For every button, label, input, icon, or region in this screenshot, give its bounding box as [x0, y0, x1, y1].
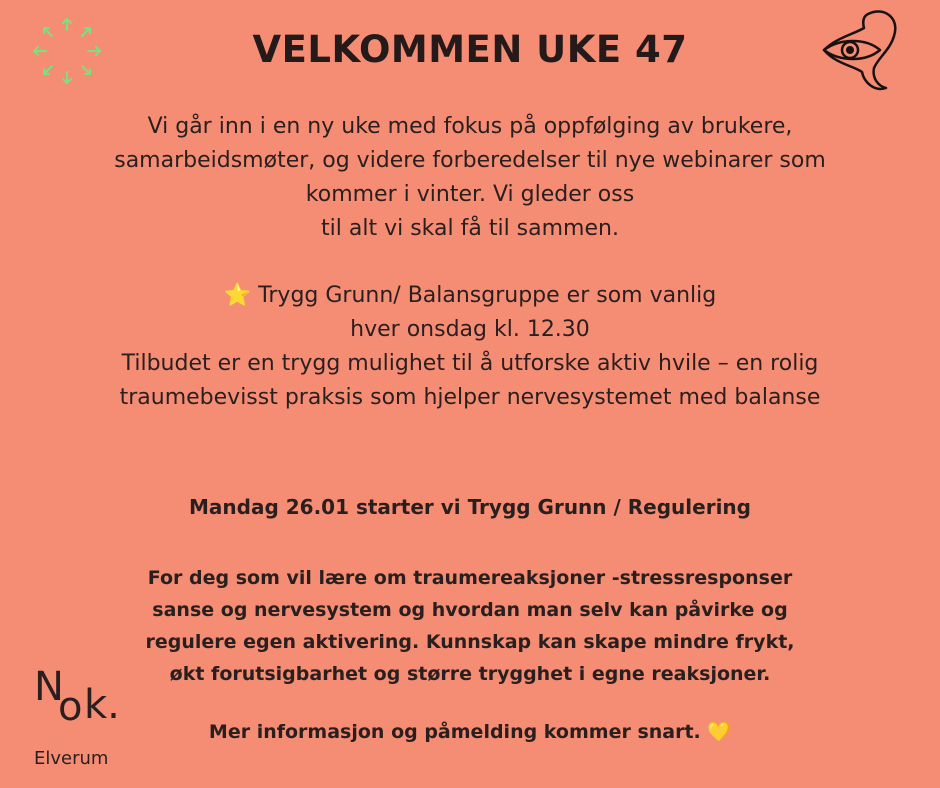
monday-announcement: Mandag 26.01 starter vi Trygg Grunn / Regulering	[189, 495, 751, 519]
info-line: Tilbudet er en trygg mulighet til å utforske aktiv hvile – en rolig	[121, 351, 819, 376]
heart-icon: 💛	[707, 721, 732, 743]
eye-heart-icon	[818, 8, 900, 94]
info-line: traumebevisst praksis som hjelper nervesystemet med balanse	[119, 385, 821, 410]
course-description	[40, 562, 900, 690]
info-line	[40, 279, 900, 313]
logo-letter-n: N	[34, 664, 64, 710]
nok-logo	[34, 664, 124, 734]
intro-line: Vi går inn i en ny uke med fokus på oppfølging av brukere,	[147, 114, 793, 139]
intro-line: til alt vi skal få til sammen.	[321, 216, 619, 241]
logo-letter-o: o	[58, 684, 83, 730]
logo-letter-k: k.	[84, 682, 120, 728]
course-line: For deg som vil lære om traumereaksjoner -stressresponser	[147, 567, 793, 589]
course-line: sanse og nervesystem og hvordan man selv kan påvirke og	[152, 599, 788, 621]
star-icon: ⭐	[223, 283, 252, 308]
intro-text	[40, 110, 900, 246]
page-title: VELKOMMEN UKE 47	[252, 28, 688, 71]
group-info	[40, 279, 900, 415]
course-line: økt forutsigbarhet og større trygghet i egne reaksjoner.	[169, 663, 771, 685]
course-line: regulere egen aktivering. Kunnskap kan skape mindre frykt,	[145, 631, 795, 653]
location-label: Elverum	[34, 748, 109, 769]
info-line-text: Trygg Grunn/ Balansgruppe er som vanlig	[258, 283, 717, 308]
more-info-text: Mer informasjon og påmelding kommer snart.	[208, 721, 701, 743]
more-info	[40, 720, 900, 743]
intro-line: samarbeidsmøter, og videre forberedelser til nye webinarer som	[114, 148, 826, 173]
info-line: hver onsdag kl. 12.30	[350, 317, 590, 342]
intro-line: kommer i vinter. Vi gleder oss	[305, 182, 635, 207]
